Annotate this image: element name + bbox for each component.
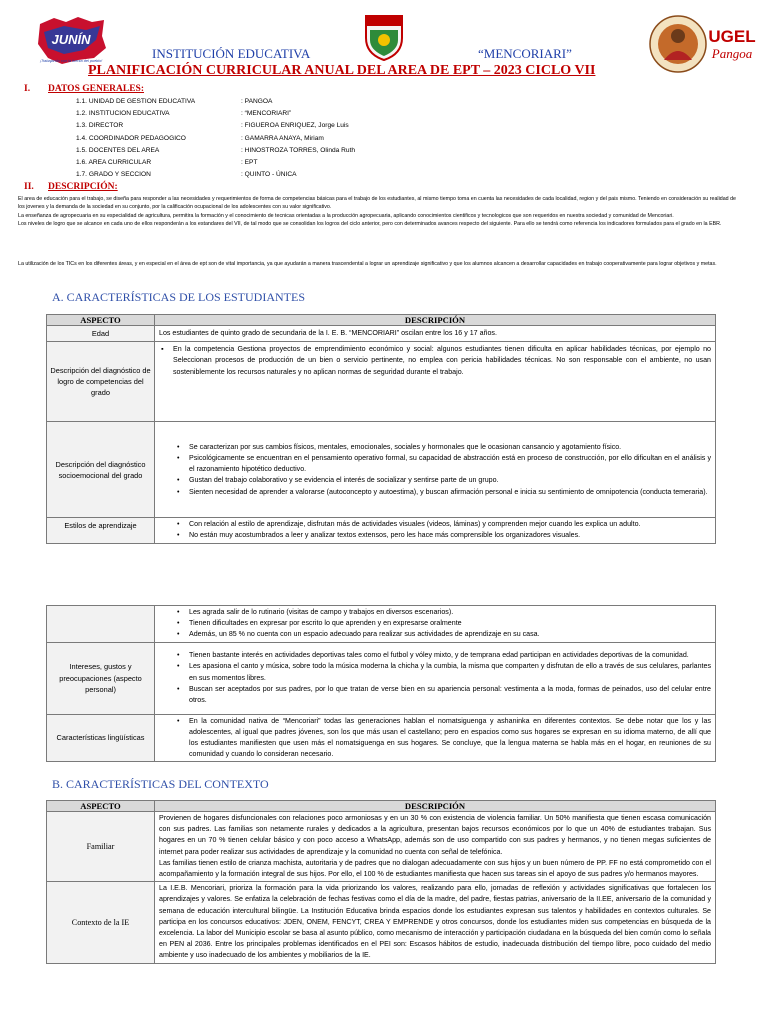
table-header-row: [47, 801, 716, 812]
list-item: • En la comunidad nativa de “Mencoriari” todas las generaciones hablan el nomatsiguenga y ashaninka en diferentes contextos. Se debe notar que los y las adolescentes, al igual que padres jóvenes, son los que más usan el castellano; pero en espacios como sus hogares se expresan en su idioma materno, de allí que los estudiantes manifiesten que usen más el nomatsiguenga en sus hogares. Se concluye, que la lengua materna se habla más en el hogar, en reuniones de su comunidad y cuando lo consideran necesario.: [159, 716, 711, 761]
datos-key: 1.6. AREA CURRICULAR: [76, 159, 152, 167]
list-item: • Les apasiona el canto y música, sobre todo la música moderna la chicha y la cumbia, la misma que comparten y disfrutan de ello a través de sus celulares, parlantes en sus momentos libres.: [159, 661, 711, 683]
logo-left-text: JUNÍN: [51, 32, 91, 47]
description-cell: Los estudiantes de quinto grado de secundaria de la I. E. B. “MENCORIARI” oscilan entre los 16 y 17 años.: [155, 326, 716, 342]
aspect-cell: Estilos de aprendizaje: [47, 518, 155, 543]
descripcion-paragraph: El area de educación para el trabajo, se diseña para responder a las necesidades y requerimientos de forma de competencias básicas para el trabajo de los estudiantes, al mismo tiempo toma en cuenta las necesidades de cada localidad, region y del pais mismo. Teniendo en consideración su realidad de los jovenes y la demanda de la sociedad en su conjunto, por la calificación ocupacional de los adolescentes con su valor significativo.: [18, 196, 736, 211]
table-header-row: [47, 315, 716, 326]
logo-ugel-pangoa: [648, 12, 764, 76]
section-datos-generales-heading: [24, 84, 144, 94]
datos-generales-list: [76, 96, 355, 181]
section-number: I.: [24, 84, 31, 94]
table-row: [47, 518, 716, 543]
list-item: • Buscan ser aceptados por sus padres, por lo que tratan de verse bien en su apariencia personal: vestimenta a la moda, formas de peinados, uso del celular entre otros.: [159, 684, 711, 706]
datos-row: [76, 157, 355, 169]
aspect-cell: Contexto de la IE: [47, 882, 155, 963]
column-header-aspecto: ASPECTO: [47, 315, 155, 326]
datos-key: 1.7. GRADO Y SECCION: [76, 171, 151, 179]
logo-ie-mencoriari: [362, 12, 406, 62]
table-row: [47, 812, 716, 882]
table-row: [47, 882, 716, 963]
section-title: DESCRIPCIÓN:: [48, 182, 118, 192]
table-row: [47, 326, 716, 342]
datos-value: : GAMARRA ANAYA, Miriam: [241, 134, 324, 142]
datos-value: : HINOSTROZA TORRES, Olinda Ruth: [241, 146, 356, 154]
datos-key: 1.5. DOCENTES DEL AREA: [76, 146, 160, 154]
description-cell: [155, 342, 716, 422]
aspect-cell: Intereses, gustos y preocupaciones (aspecto personal): [47, 642, 155, 714]
list-item: • Además, un 85 % no cuenta con un espacio adecuado para realizar sus actividades de aprendizaje en su casa.: [159, 629, 711, 640]
column-header-aspecto: ASPECTO: [47, 801, 155, 812]
datos-key: 1.2. INSTITUCION EDUCATIVA: [76, 110, 170, 118]
descripcion-paragraph: La enseñanza de agropecuaria en su especialidad de agricultura, permitira la formación y el conocimiento de tecnicas orientadas a la producción agropecuaria, aplicando conocimientos cientificos y tecnologicos que son requeridos en nuestra sociedad y comunidad de Mencoriari.: [18, 212, 674, 219]
list-item: • Se caracterizan por sus cambios físicos, mentales, emocionales, sociales y hormonales que le ocasionan cansancio y agotamiento físico.: [159, 442, 711, 453]
list-item: • Con relación al estilo de aprendizaje, disfrutan más de actividades visuales (videos, láminas) y comprenden mejor cuando les explica un adulto.: [159, 519, 711, 530]
table-row: [47, 342, 716, 422]
aspect-cell: Características lingüísticas: [47, 714, 155, 762]
column-header-descripcion: DESCRIPCIÓN: [155, 801, 716, 812]
datos-value: : “MENCORIARI”: [241, 110, 292, 118]
descripcion-paragraph-tics: La utilización de los TICs en los diferentes áreas, y en especial en el área de ept son de vital importancia, ya que ayudarán a manera trascendental a lograr un aprendizaje significativo y que los alumnos alcancen a desarrollar capacidades en trabajo cooperativamente para lograr objetivos y metas.: [18, 261, 717, 267]
datos-value: : EPT: [241, 159, 258, 167]
descripcion-paragraph: Los niveles de logro que se alcance en cada uno de ellos responderán a los estandares del VII, de tal modo que se consolidan los logros del ciclo anterior, pero con determinados avances respecto del siguiente. Para ello se tendrá como referencia los indicadores formulados para el grado en la EBR.: [18, 220, 722, 227]
description-cell: La I.E.B. Mencoriari, prioriza la formación para la vida priorizando los valores, realizando para ello, jornadas de reflexión y actividades significativas que fortalecen los aprendizajes y valores. Se enfatiza la celebración de fechas festivas como el día de la madre, del padre, fiestas patrias, aniversario de la II.EE, aniversario de la comunidad y semana de educación intercultural bilingüe. La Institución Educativa brinda espacios donde los estudiantes expresan sus talentos y habilidades en contextos culturales. Se participa en los concursos educativos: JDEN, ONEM, FENCYT, CREA Y EMPRENDE y otros concursos, donde los estudiantes miden sus competencias en búsqueda de la excelencia. La labor del Municipio escolar se basa al asunto público, como mecanismo de interacción y participación ciudadana en la búsqueda del bien común como lo señala en PEN al 2036. Entre los principales problemas identificados en el PEI son: Escasos hábitos de estudio, inadecuada distribución del tiempo libre, poco cuidado del medio ambiente y uso inadecuado de los ambientes y mobiliarios de la IE.: [155, 882, 716, 963]
subsection-a-title: A. CARACTERÍSTICAS DE LOS ESTUDIANTES: [52, 290, 306, 304]
datos-row: [76, 108, 355, 120]
aspect-cell-empty: [47, 606, 155, 643]
description-paragraph: Las familias tienen estilo de crianza machista, autoritaria y de padres que no dialogan adecuadamente con sus hijos y un buen número de PP. FF no está comprometido con el acompañamiento y la formación integral de sus hijos. Por ello, el 100 % de estudiantes manifiesta que hacen sus tareas sin el apoyo de sus padres y/o hermanos mayores.: [159, 858, 711, 879]
logo-left-slogan: ¡Trabajando con la fuerza del pueblo!: [39, 59, 103, 63]
list-item: • Psicológicamente se encuentran en el pensamiento operativo formal, su capacidad de abstracción está en proceso de construcción, por ello dificultan en el análisis y el razonamiento hipotético deductivo.: [159, 453, 711, 475]
list-item: • Sienten necesidad de aprender a valorarse (autoconcepto y autoestima), y buscan afirmación personal e inicia su sentimiento de omnipotencia (conducta temeraria).: [159, 487, 711, 498]
datos-key: 1.4. COORDINADOR PEDAGOGICO: [76, 134, 186, 142]
institution-name: “MENCORIARI”: [478, 46, 572, 61]
description-cell: [155, 422, 716, 518]
table-row: [47, 606, 716, 643]
description-paragraph: Provienen de hogares disfuncionales con relaciones poco armoniosas y en un 30 % con existencia de violencia familiar. Un 50% manifiesta que tienen escasa comunicación con sus padres. Las familias son netamente rurales y dedicados a la agricultura, presentan bajos recursos económicos por lo que un 40% de estudiantes trabajan. Sus hogares en un 70 % tienen celular básico y con poco acceso a WhatsApp, además son de uso compartido con sus padres y hermanos, y no tienen megas suficientes de internet para poder realizar sus actividades de aprendizaje y la comunidad no cuenta con señal de telefónica.: [159, 814, 711, 856]
table-row: [47, 642, 716, 714]
table-row: [47, 714, 716, 762]
list-item: • Gustan del trabajo colaborativo y se evidencia el interés de socializar y sentirse parte de un grupo.: [159, 475, 711, 486]
section-title: DATOS GENERALES:: [48, 84, 144, 94]
table-row: [47, 422, 716, 518]
aspect-cell: Edad: [47, 326, 155, 342]
datos-value: : FIGUEROA ENRIQUEZ, Jorge Luis: [241, 122, 349, 130]
list-item: • Tienen bastante interés en actividades deportivas tales como el futbol y vóley mixto, y de temprana edad participan en actividades deportivas de la comunidad.: [159, 650, 711, 661]
list-item: • No están muy acostumbrados a leer y analizar textos extensos, pero les hace más comprensible los organizadores visuales.: [159, 530, 711, 541]
description-cell: [155, 714, 716, 762]
table-caracteristicas-estudiantes-continued: [46, 605, 716, 762]
datos-row: [76, 169, 355, 181]
section-descripcion-heading: [24, 182, 118, 192]
aspect-cell: Descripción del diagnóstico socioemocional del grado: [47, 422, 155, 518]
table-caracteristicas-contexto: [46, 800, 716, 964]
list-item: ▪ En la competencia Gestiona proyectos de emprendimiento económico y social: algunos estudiantes tienen dificulta en aplicar habilidades técnicas, por ejemplo no Seleccionan procesos de producción de un bien o servicio pertinente, no emplea con pericia habilidades técnicas. No son responsable con el ambiente, no usan sosteniblemente los recursos naturales y no aplican normas de seguridad durante el trabajo.: [159, 344, 711, 378]
descripcion-paragraphs: [18, 195, 736, 228]
aspect-cell: Descripción del diagnóstico de logro de competencias del grado: [47, 342, 155, 422]
description-cell: [155, 518, 716, 543]
subsection-b-title: B. CARACTERÍSTICAS DEL CONTEXTO: [52, 777, 269, 791]
datos-row: [76, 133, 355, 145]
logo-right-text: UGEL: [708, 27, 756, 46]
list-item: • Les agrada salir de lo rutinario (visitas de campo y trabajos en diversos escenarios).: [159, 607, 711, 618]
list-item: • Tienen dificultades en expresar por escrito lo que aprenden y en expresarse oralmente: [159, 618, 711, 629]
logo-gobierno-junin: [34, 14, 108, 68]
description-cell: [155, 642, 716, 714]
datos-row: [76, 145, 355, 157]
datos-value: : PANGOA: [241, 98, 273, 105]
aspect-cell: Familiar: [47, 812, 155, 882]
datos-row: [76, 120, 355, 132]
document-title: PLANIFICACIÓN CURRICULAR ANUAL DEL AREA DE EPT – 2023 CICLO VII: [88, 63, 596, 78]
datos-key: 1.1. UNIDAD DE GESTION EDUCATIVA: [76, 98, 196, 105]
description-cell: [155, 606, 716, 643]
logo-right-subtext: Pangoa: [711, 46, 753, 61]
datos-value: : QUINTO - ÚNICA: [241, 171, 297, 179]
column-header-descripcion: DESCRIPCIÓN: [155, 315, 716, 326]
description-cell: [155, 812, 716, 882]
datos-key: 1.3. DIRECTOR: [76, 122, 124, 130]
institution-label: INSTITUCIÓN EDUCATIVA: [152, 46, 311, 61]
section-number: II.: [24, 182, 34, 192]
datos-row: [76, 96, 355, 108]
table-caracteristicas-estudiantes: [46, 314, 716, 544]
